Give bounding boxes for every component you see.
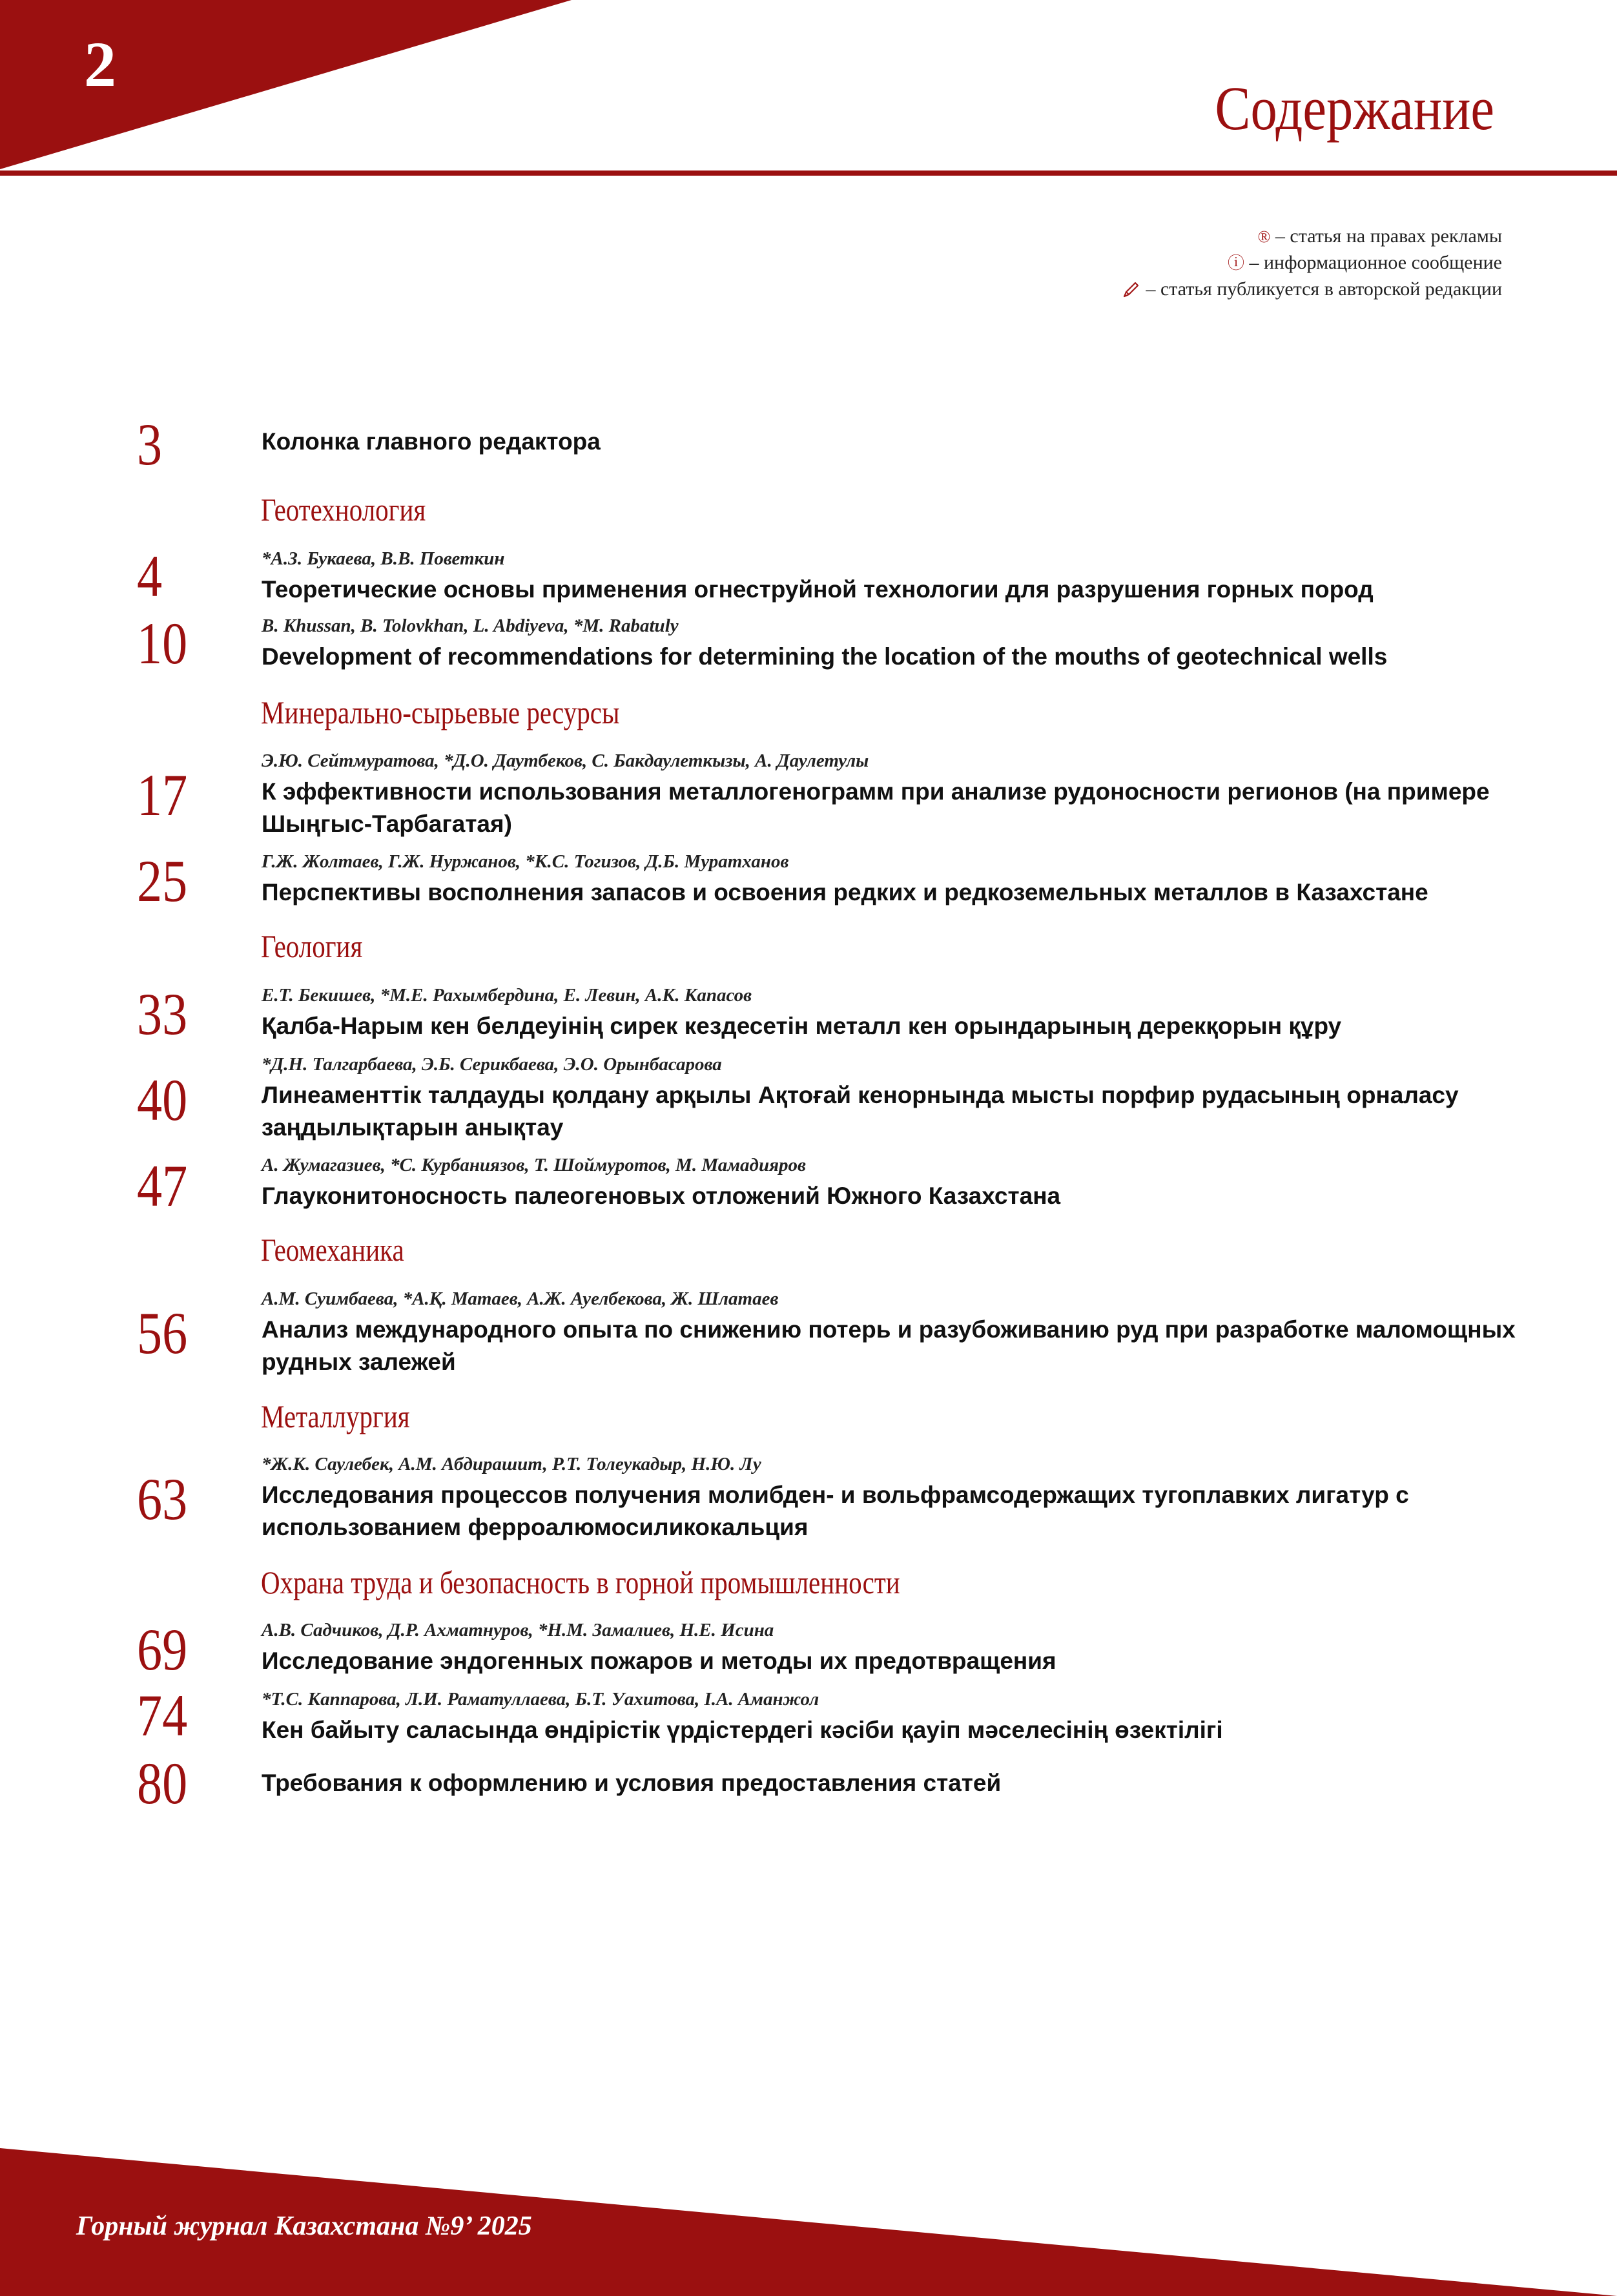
toc-authors: А. Жумагазиев, *С. Курбаниязов, Т. Шоймуротов, М. Мамадияров [262, 1155, 806, 1175]
toc-authors: *Ж.К. Саулебек, А.М. Абдирашит, Р.Т. Толеукадыр, Н.Ю. Лу [262, 1454, 761, 1474]
toc-page-number: 63 [137, 1466, 188, 1532]
section-heading-occupational-safety: Охрана труда и безопасность в горной промышленности [261, 1564, 900, 1600]
toc-page-number: 17 [137, 762, 188, 828]
toc-entry-title[interactable]: Исследования процессов получения молибден- и вольфрамсодержащих тугоплавких лигатур с использованием ферроалюмосиликокальция [262, 1482, 1409, 1540]
toc-authors: Г.Ж. Жолтаев, Г.Ж. Нуржанов, *К.С. Тогизов, Д.Б. Муратханов [262, 851, 789, 872]
toc-entry-title[interactable]: Глауконитоносность палеогеновых отложений Южного Казахстана [262, 1183, 1061, 1209]
toc-page-number: 10 [137, 610, 188, 676]
toc-page-number: 33 [137, 981, 188, 1047]
toc-entry-editor-column[interactable]: Колонка главного редактора [262, 428, 601, 455]
toc-authors: *А.З. Букаева, В.В. Поветкин [262, 548, 505, 569]
toc-entry-title[interactable]: Қалба-Нарым кен белдеуінің сирек кездесетін металл кен орындарының дерекқорын құру [262, 1013, 1342, 1039]
section-heading-geomechanics: Геомеханика [261, 1232, 404, 1268]
info-icon: ⓘ [1227, 254, 1244, 273]
toc-page-number: 47 [137, 1153, 188, 1219]
toc-entry-title[interactable]: Анализ международного опыта по снижению потерь и разубоживанию руд при разработке маломощных рудных залежей [262, 1316, 1516, 1375]
toc-page-number: 74 [137, 1682, 188, 1748]
toc-page-number: 56 [137, 1300, 188, 1366]
toc-page-number: 4 [137, 543, 163, 609]
toc-entry-title[interactable]: Теоретические основы применения огнеструйной технологии для разрушения горных пород [262, 576, 1374, 603]
toc-authors: А.В. Садчиков, Д.Р. Ахматнуров, *Н.М. Замалиев, Н.Е. Исина [262, 1620, 774, 1640]
section-heading-mineral-resources: Минерально-сырьевые ресурсы [261, 694, 620, 730]
section-heading-geotechnology: Геотехнология [261, 491, 426, 528]
toc-page-number: 40 [137, 1067, 188, 1133]
toc-page-number: 3 [137, 411, 163, 477]
section-heading-geology: Геология [261, 928, 363, 964]
toc-authors: B. Khussan, B. Tolovkhan, L. Abdiyeva, *M. Rabatuly [262, 615, 679, 636]
legend-label: – статья на правах рекламы [1270, 225, 1502, 247]
toc-entry-title[interactable]: Исследование эндогенных пожаров и методы их предотвращения [262, 1648, 1056, 1674]
toc-entry-requirements[interactable]: Требования к оформлению и условия предоставления статей [262, 1770, 1002, 1796]
toc-page-number: 69 [137, 1617, 188, 1682]
toc-entry-title[interactable]: К эффективности использования металлогенограмм при анализе рудоносности регионов (на примере Шыңгыс-Тарбагатая) [262, 778, 1490, 837]
page-title: Содержание [1215, 74, 1494, 143]
page-number: 2 [84, 28, 116, 100]
toc-entry-title[interactable]: Линеаменттік талдауды қолдану арқылы Ақтоғай кенорнында мысты порфир рудасының орналасу заңдылықтарын анықтау [262, 1082, 1459, 1141]
toc-entry-title[interactable]: Development of recommendations for determining the location of the mouths of geotechnical wells [262, 643, 1388, 670]
legend-label: – информационное сообщение [1244, 252, 1502, 273]
registered-icon: ® [1257, 227, 1271, 246]
toc-page-number: 25 [137, 848, 188, 914]
toc-authors: Е.Т. Бекишев, *М.Е. Рахымбердина, Е. Левин, А.К. Капасов [262, 985, 752, 1006]
section-heading-metallurgy: Металлургия [261, 1398, 410, 1434]
toc-authors: Э.Ю. Сейтмуратова, *Д.О. Даутбеков, С. Бакдаулеткызы, А. Даулетулы [262, 750, 869, 771]
toc-page-number: 80 [137, 1750, 188, 1816]
toc-entry-title[interactable]: Перспективы восполнения запасов и освоения редких и редкоземельных металлов в Казахстане [262, 879, 1428, 905]
toc-entry-title[interactable]: Кен байыту саласында өндірістік үрдістердегі кәсіби қауіп мәселесінің өзектілігі [262, 1717, 1223, 1743]
toc-authors: *Т.С. Каппарова, Л.И. Раматуллаева, Б.Т. Уахитова, І.А. Аманжол [262, 1689, 819, 1710]
toc-authors: А.М. Суимбаева, *А.Қ. Матаев, А.Ж. Ауелбекова, Ж. Шлатаев [262, 1288, 779, 1309]
legend-label: – статья публикуется в авторской редакции [1140, 278, 1502, 300]
journal-footer: Горный журнал Казахстана №9’ 2025 [76, 2211, 532, 2241]
toc-authors: *Д.Н. Талгарбаева, Э.Б. Серикбаева, Э.О. Орынбасарова [262, 1054, 722, 1075]
